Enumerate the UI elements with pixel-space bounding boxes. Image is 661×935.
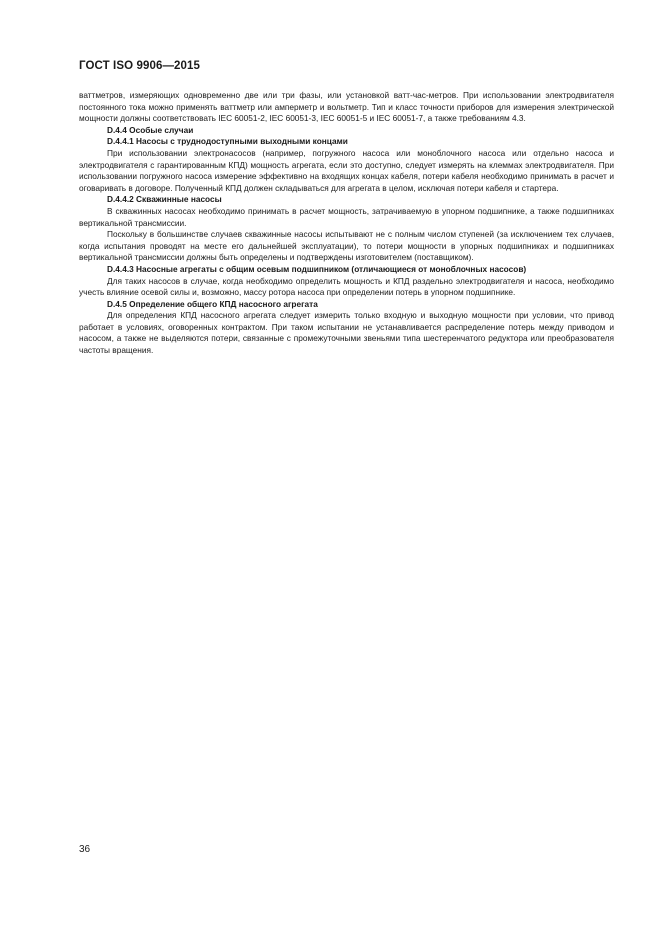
section-heading-d44: D.4.4 Особые случаи — [107, 124, 194, 135]
section-heading-d442: D.4.4.2 Скважинные насосы — [107, 194, 222, 205]
section-heading-d441: D.4.4.1 Насосы с труднодоступными выходными концами — [107, 136, 348, 147]
section-heading-d443: D.4.4.3 Насосные агрегаты с общим осевым подшипником (отличающиеся от моноблочных насосов) — [107, 263, 527, 274]
paragraph-borehole-pumps: В скважинных насосах необходимо принимать в расчет мощность, затрачиваемую в упорном подшипнике, а также подшипниках вертикальной трансмиссии. — [79, 205, 614, 228]
document-body — [79, 90, 614, 357]
paragraph-borehole-losses: Поскольку в большинстве случаев скважинные насосы испытывают не с полным числом ступеней (за исключением тех случаев, когда испытания проводят на месте его дальнейшей эксплуатации), то потери мощности в упорных подшипниках и подшипниках вертикальной трансмиссии должны быть определены и подтверждены изготовителем (поставщиком). — [79, 229, 614, 263]
paragraph-measurement-instruments: ваттметров, измеряющих одновременно две или три фазы, или установкой ватт-час-метров. При использовании электродвигателя постоянного тока можно применять ваттметр или амперметр и вольтметр. Тип и класс точности приборов для измерения электрической мощности должны соответствовать IEC 60051-2, IEC 60051-3, IEC 60051-5 и IEC 60051-7, а также требованиям 4.3. — [79, 90, 614, 124]
page-number: 36 — [79, 844, 91, 855]
paragraph-overall-efficiency: Для определения КПД насосного агрегата следует измерить только входную и выходную мощности при условии, что привод работает в условиях, оговоренных контрактом. При таком испытании не устанавливается распределение потерь между приводом и насосом, а также не выделяются потери, связанные с промежуточными звеньями типа шестеренчатого редуктора или преобразователя частоты вращения. — [79, 310, 614, 356]
paragraph-electropumps: При использовании электронасосов (например, погружного насоса или моноблочного насоса или отдельно насоса и электродвигателя с гарантированным КПД) мощность агрегата, если это доступно, следует измерять на клеммах электродвигателя. При использовании погружного насоса измерение эффективно на входящих концах кабеля, потери кабеля необходимо принимать в расчет и оговаривать в договоре. Полученный КПД должен складываться для агрегата в целом, исключая потери кабеля и стартера. — [79, 147, 614, 193]
paragraph-axial-bearing: Для таких насосов в случае, когда необходимо определить мощность и КПД раздельно электродвигателя и насоса, необходимо учесть влияние осевой силы и, возможно, массу ротора насоса при определении потерь в упорном подшипнике. — [79, 275, 614, 298]
section-heading-d45: D.4.5 Определение общего КПД насосного агрегата — [107, 298, 318, 309]
document-header-standard: ГОСТ ISO 9906—2015 — [79, 60, 201, 72]
